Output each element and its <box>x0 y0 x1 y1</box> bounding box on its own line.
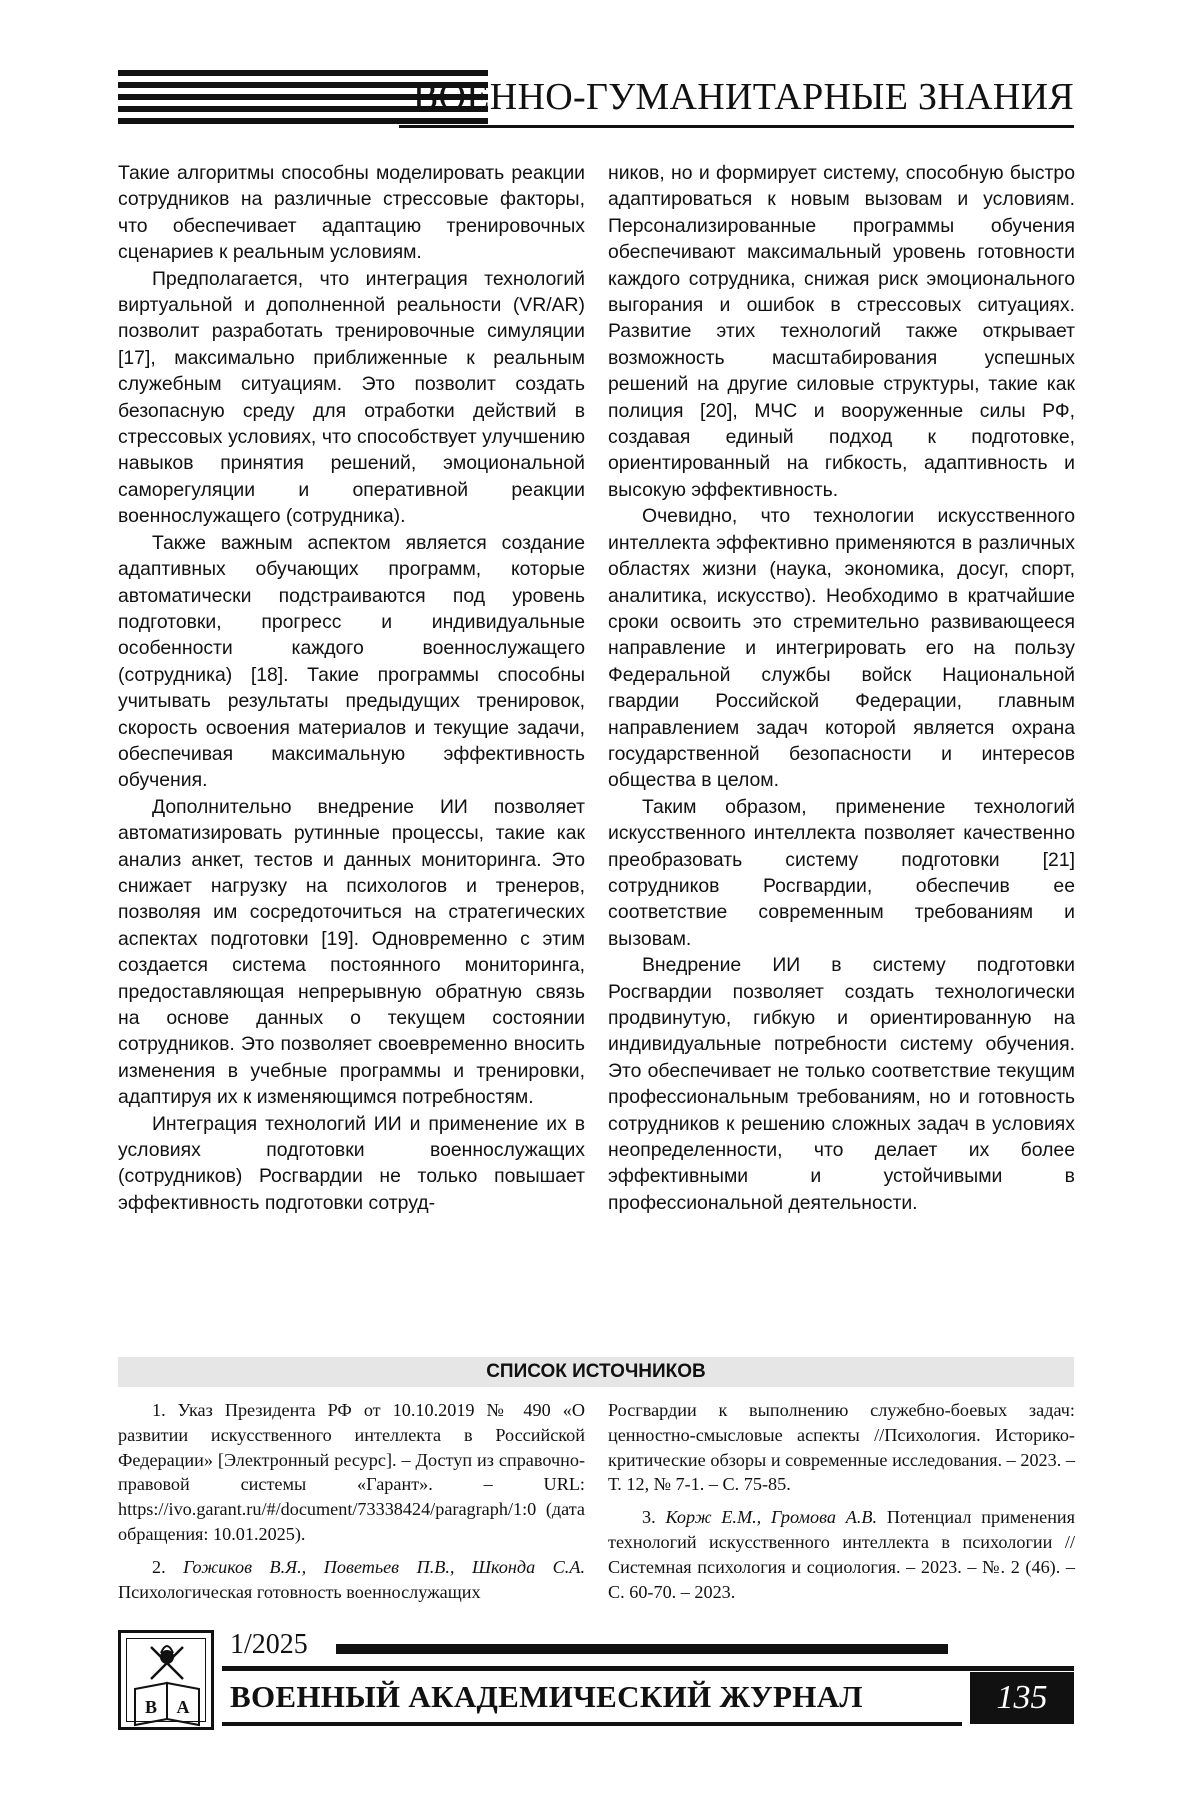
reference-authors: Корж Е.М., Громова А.В. <box>665 1507 878 1528</box>
footer-rule <box>222 1666 1074 1671</box>
references-heading: СПИСОК ИСТОЧНИКОВ <box>118 1357 1074 1387</box>
body-column-right <box>608 160 1075 1216</box>
reference-number: 3. <box>642 1507 656 1528</box>
page-header <box>118 68 1074 128</box>
logo-letter-a: А <box>176 1697 190 1717</box>
paragraph: Таким образом, применение технологий искусственного интеллекта позволяет качественно преобразовать систему подготовки [21] сотрудников Росгвардии, обеспечив ее соответствие современным требованиям и вызовам. <box>608 795 1075 950</box>
reference-item <box>608 1505 1075 1604</box>
paragraph: Дополнительно внедрение ИИ позволяет автоматизировать рутинные процессы, такие как анализ анкет, тестов и данных мониторинга. Это снижает нагрузку на психологов и тренеров, позволяя им сосредоточиться на стратегических аспектах подготовки [19]. Одновременно с этим создается система постоянного мониторинга, предоставляющая непрерывную обратную связь на основе данных о текущем состоянии сотрудников. Это позволяет своевременно вносить изменения в учебные программы и тренировки, адаптируя их к изменяющимся потребностям. <box>118 795 585 1109</box>
paragraph: Внедрение ИИ в систему подготовки Росгвардии позволяет создать технологически продвинутую, гибкую и ориентированную на индивидуальные потребности систему обучения. Это обеспечивает не только соответствие текущим профессиональным требованиям, но и готовность сотрудников к решению сложных задач в условиях неопределенности, что делает их более эффективными и устойчивыми в профессиональной деятельности. <box>608 954 1075 1214</box>
logo-letter-v: В <box>144 1697 158 1717</box>
journal-logo <box>118 1630 214 1730</box>
reference-authors: Гожиков В.Я., Поветьев П.В., Шконда С.А. <box>183 1556 586 1577</box>
paragraph: Такие алгоритмы способны моделировать реакции сотрудников на различные стрессовые факторы, что обеспечивает адаптацию тренировочных сценариев к реальным условиям. <box>118 162 585 264</box>
page-footer <box>118 1630 1074 1740</box>
references-column-right <box>608 1398 1075 1612</box>
body-column-left <box>118 160 585 1216</box>
paragraph: ников, но и формирует систему, способную быстро адаптироваться к новым вызовам и условиям. Персонализированные программы обучения обеспечивают максимальный уровень готовности каждого сотрудника, снижая риск эмоционального выгорания и ошибок в стрессовых ситуациях. Развитие этих технологий также открывает возможность масштабирования успешных решений на другие силовые структуры, такие как полиция [20], МЧС и вооруженные силы РФ, создавая единый подход к подготовке, ориентированный на гибкость, адаптивность и высокую эффективность. <box>608 162 1075 501</box>
page-number: 135 <box>970 1672 1074 1724</box>
reference-text: Потенциал применения технологий искусственного интеллекта в психологии //Системная психология и социология. – 2023. – №. 2 (46). – С. 60-70. – 2023. <box>608 1507 1076 1602</box>
paragraph: Интеграция технологий ИИ и применение их в условиях подготовки военнослужащих (сотрудников) Росгвардии не только повышает эффективность подготовки сотруд- <box>118 1112 585 1214</box>
paragraph: Предполагается, что интеграция технологий виртуальной и дополненной реальности (VR/AR) позволит разработать тренировочные симуляции [17], максимально приближенные к реальным служебным ситуациям. Это позволит создать безопасную среду для отработки действий в стрессовых условиях, что способствует улучшению навыков принятия решений, эмоциональной саморегуляции и оперативной реакции военнослужащего (сотрудника). <box>118 267 585 528</box>
references-column-left <box>118 1398 585 1612</box>
paragraph: Также важным аспектом является создание адаптивных обучающих программ, которые автоматически подстраиваются под уровень подготовки, прогресс и индивидуальные особенности каждого военнослужащего (сотрудника) [18]. Такие программы способны учитывать результаты предыдущих тренировок, скорость освоения материалов и текущие задачи, обеспечивая максимальную эффективность обучения. <box>118 531 585 792</box>
reference-item <box>118 1555 585 1605</box>
paragraph: Очевидно, что технологии искусственного интеллекта эффективно применяются в различных областях жизни (наука, экономика, досуг, спорт, аналитика, искусство). Необходимо в кратчайшие сроки освоить это стремительно развивающееся направление и интегрировать его на пользу Федеральной службы войск Национальной гвардии Российской Федерации, главным направлением задач которой является охрана государственной безопасности и интересов общества в целом. <box>608 505 1075 792</box>
reference-text: Психологическая готовность военнослужащих <box>118 1581 481 1602</box>
journal-title: ВОЕННЫЙ АКАДЕМИЧЕСКИЙ ЖУРНАЛ <box>230 1679 863 1714</box>
reference-number: 2. <box>152 1556 166 1577</box>
issue-number: 1/2025 <box>230 1629 308 1660</box>
footer-thick-bar <box>336 1644 948 1654</box>
reference-item: 1. Указ Президента РФ от 10.10.2019 № 490 «О развитии искусственного интеллекта в Российской Федерации» [Электронный ресурс]. – Доступ из справочно-правовой системы «Гарант». – URL: https://ivo.garant.ru/#/document/73338424/paragraph/1:0 (дата обращения: 10.01.2025). <box>118 1400 585 1544</box>
footer-rule-bottom <box>222 1722 962 1726</box>
section-title: ВОЕННО-ГУМАНИТАРНЫЕ ЗНАНИЯ <box>399 72 1074 128</box>
reference-item-continuation: Росгвардии к выполнению служебно-боевых задач: ценностно-смысловые аспекты //Психология. Историко-критические обзоры и современные исследования. – 2023. – Т. 12, № 7-1. – С. 75-85. <box>608 1400 1075 1495</box>
emblem-icon <box>121 1633 217 1733</box>
